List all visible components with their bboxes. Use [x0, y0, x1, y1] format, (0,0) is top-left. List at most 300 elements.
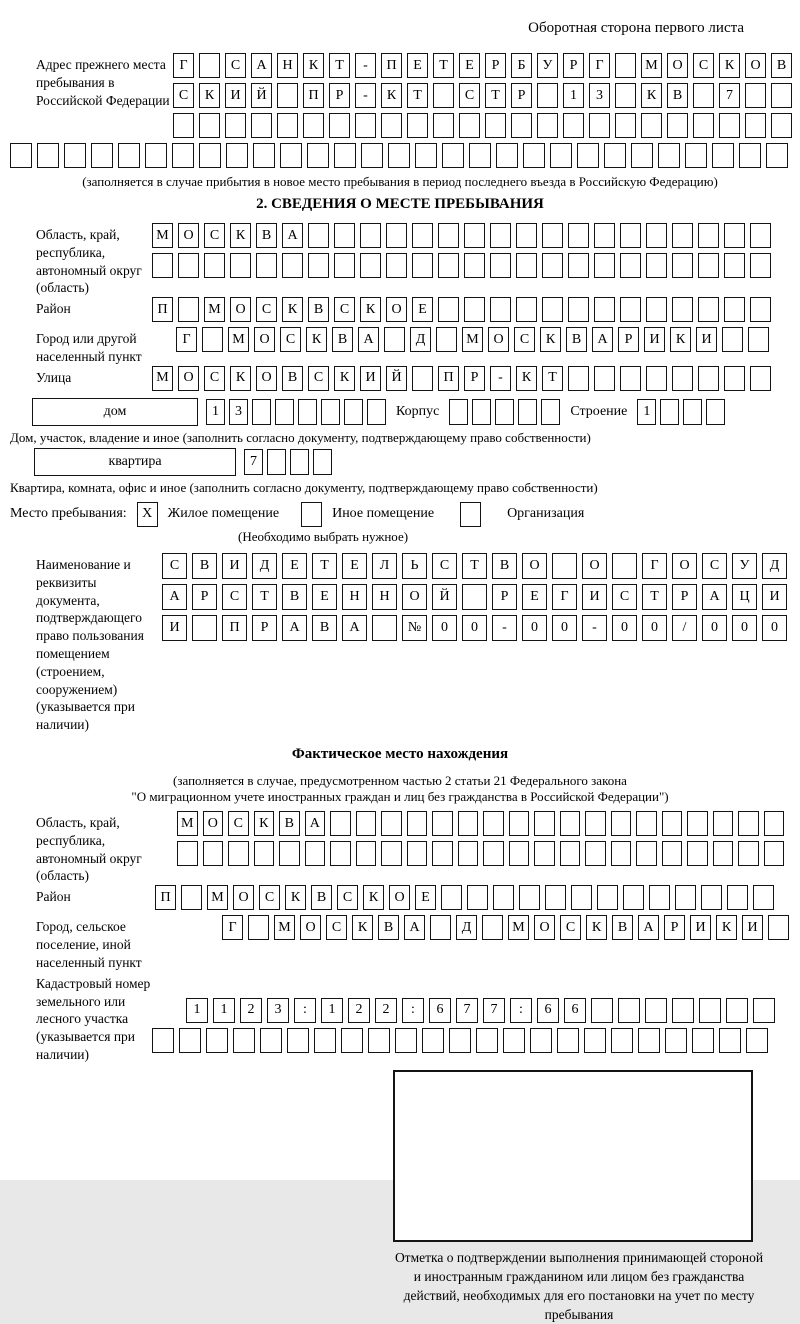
- char-box[interactable]: [449, 1028, 471, 1053]
- char-box[interactable]: [181, 885, 202, 910]
- char-box[interactable]: [545, 885, 566, 910]
- char-box[interactable]: Т: [462, 553, 487, 579]
- char-box[interactable]: О: [233, 885, 254, 910]
- char-box[interactable]: [412, 366, 433, 391]
- char-box[interactable]: -: [490, 366, 511, 391]
- char-box[interactable]: [177, 841, 198, 866]
- char-box[interactable]: О: [254, 327, 275, 352]
- char-box[interactable]: [631, 143, 653, 168]
- char-box[interactable]: [202, 327, 223, 352]
- char-box[interactable]: [509, 811, 530, 836]
- char-box[interactable]: [597, 885, 618, 910]
- char-box[interactable]: [493, 885, 514, 910]
- char-box[interactable]: 6: [564, 998, 586, 1023]
- char-box[interactable]: 0: [462, 615, 487, 641]
- char-box[interactable]: К: [303, 53, 324, 78]
- char-box[interactable]: К: [540, 327, 561, 352]
- char-box[interactable]: И: [225, 83, 246, 108]
- char-box[interactable]: [584, 1028, 606, 1053]
- char-box[interactable]: [750, 253, 771, 278]
- char-box[interactable]: 2: [348, 998, 370, 1023]
- char-box[interactable]: О: [300, 915, 321, 940]
- char-box[interactable]: [381, 811, 402, 836]
- char-box[interactable]: П: [381, 53, 402, 78]
- char-box[interactable]: [649, 885, 670, 910]
- char-box[interactable]: 1: [206, 399, 225, 425]
- char-box[interactable]: 1: [563, 83, 584, 108]
- char-box[interactable]: С: [560, 915, 581, 940]
- char-box[interactable]: М: [152, 223, 173, 248]
- char-box[interactable]: [571, 885, 592, 910]
- char-box[interactable]: [225, 113, 246, 138]
- char-box[interactable]: М: [462, 327, 483, 352]
- char-box[interactable]: [509, 841, 530, 866]
- char-box[interactable]: В: [282, 584, 307, 610]
- char-box[interactable]: [706, 399, 725, 425]
- char-box[interactable]: [672, 366, 693, 391]
- char-box[interactable]: К: [716, 915, 737, 940]
- char-box[interactable]: Т: [252, 584, 277, 610]
- char-box[interactable]: О: [582, 553, 607, 579]
- char-box[interactable]: Т: [485, 83, 506, 108]
- char-box[interactable]: И: [696, 327, 717, 352]
- char-box[interactable]: [199, 143, 221, 168]
- char-box[interactable]: С: [222, 584, 247, 610]
- char-box[interactable]: О: [389, 885, 410, 910]
- char-box[interactable]: [503, 1028, 525, 1053]
- char-box[interactable]: [422, 1028, 444, 1053]
- char-box[interactable]: [604, 143, 626, 168]
- char-box[interactable]: [724, 366, 745, 391]
- char-box[interactable]: 0: [522, 615, 547, 641]
- char-box[interactable]: Г: [176, 327, 197, 352]
- char-box[interactable]: К: [285, 885, 306, 910]
- char-box[interactable]: [173, 113, 194, 138]
- char-box[interactable]: [490, 223, 511, 248]
- char-box[interactable]: 3: [229, 399, 248, 425]
- char-box[interactable]: [560, 841, 581, 866]
- char-box[interactable]: -: [582, 615, 607, 641]
- char-box[interactable]: [550, 143, 572, 168]
- char-box[interactable]: В: [771, 53, 792, 78]
- char-box[interactable]: С: [432, 553, 457, 579]
- char-box[interactable]: [415, 143, 437, 168]
- char-box[interactable]: [516, 297, 537, 322]
- char-box[interactable]: [611, 1028, 633, 1053]
- char-box[interactable]: У: [732, 553, 757, 579]
- char-box[interactable]: А: [404, 915, 425, 940]
- char-box[interactable]: [552, 553, 577, 579]
- char-box[interactable]: [360, 253, 381, 278]
- char-box[interactable]: 1: [213, 998, 235, 1023]
- char-box[interactable]: А: [702, 584, 727, 610]
- char-box[interactable]: [449, 399, 468, 425]
- char-box[interactable]: [472, 399, 491, 425]
- char-box[interactable]: К: [230, 366, 251, 391]
- char-box[interactable]: [612, 553, 637, 579]
- char-box[interactable]: Р: [464, 366, 485, 391]
- char-box[interactable]: 0: [762, 615, 787, 641]
- char-box[interactable]: [618, 998, 640, 1023]
- char-box[interactable]: К: [670, 327, 691, 352]
- char-box[interactable]: [441, 885, 462, 910]
- char-box[interactable]: Т: [407, 83, 428, 108]
- char-box[interactable]: [641, 113, 662, 138]
- char-box[interactable]: [636, 811, 657, 836]
- char-box[interactable]: [330, 841, 351, 866]
- char-box[interactable]: [267, 449, 286, 475]
- char-box[interactable]: К: [363, 885, 384, 910]
- char-box[interactable]: [152, 1028, 174, 1053]
- char-box[interactable]: С: [173, 83, 194, 108]
- char-box[interactable]: С: [308, 366, 329, 391]
- char-box[interactable]: [290, 449, 309, 475]
- char-box[interactable]: Д: [410, 327, 431, 352]
- char-box[interactable]: С: [334, 297, 355, 322]
- char-box[interactable]: [615, 53, 636, 78]
- char-box[interactable]: [496, 143, 518, 168]
- char-box[interactable]: [646, 253, 667, 278]
- char-box[interactable]: Р: [511, 83, 532, 108]
- char-box[interactable]: [568, 297, 589, 322]
- char-box[interactable]: В: [308, 297, 329, 322]
- char-box[interactable]: [568, 253, 589, 278]
- char-box[interactable]: [672, 253, 693, 278]
- char-box[interactable]: [37, 143, 59, 168]
- char-box[interactable]: [750, 366, 771, 391]
- char-box[interactable]: 1: [186, 998, 208, 1023]
- char-box[interactable]: К: [254, 811, 275, 836]
- char-box[interactable]: [203, 841, 224, 866]
- char-box[interactable]: А: [282, 615, 307, 641]
- char-box[interactable]: [724, 223, 745, 248]
- char-box[interactable]: Ь: [402, 553, 427, 579]
- char-box[interactable]: Г: [589, 53, 610, 78]
- char-box[interactable]: [687, 841, 708, 866]
- char-box[interactable]: О: [178, 366, 199, 391]
- char-box[interactable]: Й: [432, 584, 457, 610]
- char-box[interactable]: Н: [277, 53, 298, 78]
- char-box[interactable]: [282, 253, 303, 278]
- char-box[interactable]: Т: [642, 584, 667, 610]
- char-box[interactable]: [321, 399, 340, 425]
- char-box[interactable]: 0: [612, 615, 637, 641]
- char-box[interactable]: А: [342, 615, 367, 641]
- char-box[interactable]: А: [162, 584, 187, 610]
- char-box[interactable]: С: [280, 327, 301, 352]
- char-box[interactable]: [260, 1028, 282, 1053]
- char-box[interactable]: -: [355, 53, 376, 78]
- char-box[interactable]: [145, 143, 167, 168]
- char-box[interactable]: Й: [251, 83, 272, 108]
- char-box[interactable]: 1: [321, 998, 343, 1023]
- char-box[interactable]: [753, 885, 774, 910]
- char-box[interactable]: [344, 399, 363, 425]
- char-box[interactable]: [433, 83, 454, 108]
- char-box[interactable]: [660, 399, 679, 425]
- char-box[interactable]: [542, 223, 563, 248]
- char-box[interactable]: [381, 113, 402, 138]
- char-box[interactable]: [356, 811, 377, 836]
- char-box[interactable]: [430, 915, 451, 940]
- char-box[interactable]: [636, 841, 657, 866]
- char-box[interactable]: [355, 113, 376, 138]
- char-box[interactable]: В: [282, 366, 303, 391]
- char-box[interactable]: П: [222, 615, 247, 641]
- char-box[interactable]: С: [702, 553, 727, 579]
- char-box[interactable]: В: [312, 615, 337, 641]
- char-box[interactable]: [662, 811, 683, 836]
- char-box[interactable]: [384, 327, 405, 352]
- char-box[interactable]: [226, 143, 248, 168]
- char-box[interactable]: В: [612, 915, 633, 940]
- char-box[interactable]: 0: [702, 615, 727, 641]
- char-box[interactable]: [746, 1028, 768, 1053]
- char-box[interactable]: [178, 253, 199, 278]
- char-box[interactable]: [594, 223, 615, 248]
- char-box[interactable]: О: [256, 366, 277, 391]
- char-box[interactable]: 6: [429, 998, 451, 1023]
- char-box[interactable]: В: [566, 327, 587, 352]
- char-box[interactable]: О: [178, 223, 199, 248]
- char-box[interactable]: [585, 841, 606, 866]
- char-box[interactable]: [662, 841, 683, 866]
- char-box[interactable]: Г: [222, 915, 243, 940]
- char-box[interactable]: [308, 223, 329, 248]
- char-box[interactable]: [739, 143, 761, 168]
- char-box[interactable]: [698, 253, 719, 278]
- char-box[interactable]: Р: [664, 915, 685, 940]
- char-box[interactable]: Е: [312, 584, 337, 610]
- char-box[interactable]: М: [228, 327, 249, 352]
- char-box[interactable]: В: [256, 223, 277, 248]
- char-box[interactable]: Т: [542, 366, 563, 391]
- char-box[interactable]: [469, 143, 491, 168]
- char-box[interactable]: С: [162, 553, 187, 579]
- char-box[interactable]: [495, 399, 514, 425]
- char-box[interactable]: [764, 841, 785, 866]
- char-box[interactable]: К: [306, 327, 327, 352]
- char-box[interactable]: А: [638, 915, 659, 940]
- char-box[interactable]: С: [259, 885, 280, 910]
- house-type-box[interactable]: дом: [32, 398, 198, 426]
- char-box[interactable]: [750, 297, 771, 322]
- char-box[interactable]: [646, 366, 667, 391]
- char-box[interactable]: -: [355, 83, 376, 108]
- char-box[interactable]: [329, 113, 350, 138]
- char-box[interactable]: [334, 143, 356, 168]
- char-box[interactable]: [645, 998, 667, 1023]
- char-box[interactable]: [356, 841, 377, 866]
- char-box[interactable]: К: [360, 297, 381, 322]
- char-box[interactable]: И: [762, 584, 787, 610]
- char-box[interactable]: [687, 811, 708, 836]
- char-box[interactable]: [438, 253, 459, 278]
- char-box[interactable]: К: [516, 366, 537, 391]
- char-box[interactable]: [766, 143, 788, 168]
- char-box[interactable]: О: [203, 811, 224, 836]
- char-box[interactable]: [563, 113, 584, 138]
- char-box[interactable]: [438, 223, 459, 248]
- char-box[interactable]: [118, 143, 140, 168]
- char-box[interactable]: [277, 83, 298, 108]
- char-box[interactable]: [313, 449, 332, 475]
- char-box[interactable]: П: [303, 83, 324, 108]
- char-box[interactable]: 7: [456, 998, 478, 1023]
- char-box[interactable]: :: [510, 998, 532, 1023]
- char-box[interactable]: [334, 253, 355, 278]
- char-box[interactable]: [64, 143, 86, 168]
- char-box[interactable]: О: [488, 327, 509, 352]
- char-box[interactable]: Р: [192, 584, 217, 610]
- char-box[interactable]: [395, 1028, 417, 1053]
- char-box[interactable]: [483, 841, 504, 866]
- char-box[interactable]: [230, 253, 251, 278]
- char-box[interactable]: [594, 297, 615, 322]
- char-box[interactable]: [683, 399, 702, 425]
- char-box[interactable]: В: [279, 811, 300, 836]
- char-box[interactable]: В: [311, 885, 332, 910]
- char-box[interactable]: [698, 297, 719, 322]
- char-box[interactable]: 0: [552, 615, 577, 641]
- char-box[interactable]: И: [690, 915, 711, 940]
- char-box[interactable]: [482, 915, 503, 940]
- char-box[interactable]: [464, 297, 485, 322]
- char-box[interactable]: [724, 253, 745, 278]
- char-box[interactable]: И: [360, 366, 381, 391]
- char-box[interactable]: [199, 113, 220, 138]
- char-box[interactable]: 1: [637, 399, 656, 425]
- char-box[interactable]: Д: [252, 553, 277, 579]
- char-box[interactable]: [726, 998, 748, 1023]
- char-box[interactable]: П: [438, 366, 459, 391]
- char-box[interactable]: [483, 811, 504, 836]
- char-box[interactable]: [334, 223, 355, 248]
- char-box[interactable]: [228, 841, 249, 866]
- char-box[interactable]: [10, 143, 32, 168]
- char-box[interactable]: [459, 113, 480, 138]
- char-box[interactable]: Г: [173, 53, 194, 78]
- char-box[interactable]: -: [492, 615, 517, 641]
- char-box[interactable]: [476, 1028, 498, 1053]
- char-box[interactable]: :: [294, 998, 316, 1023]
- char-box[interactable]: [511, 113, 532, 138]
- char-box[interactable]: 7: [244, 449, 263, 475]
- char-box[interactable]: [753, 998, 775, 1023]
- char-box[interactable]: В: [667, 83, 688, 108]
- char-box[interactable]: А: [282, 223, 303, 248]
- char-box[interactable]: [615, 113, 636, 138]
- char-box[interactable]: С: [459, 83, 480, 108]
- char-box[interactable]: К: [719, 53, 740, 78]
- char-box[interactable]: [305, 841, 326, 866]
- char-box[interactable]: [178, 297, 199, 322]
- char-box[interactable]: [693, 83, 714, 108]
- char-box[interactable]: [275, 399, 294, 425]
- char-box[interactable]: [738, 811, 759, 836]
- char-box[interactable]: [537, 113, 558, 138]
- char-box[interactable]: [248, 915, 269, 940]
- char-box[interactable]: К: [199, 83, 220, 108]
- char-box[interactable]: [745, 83, 766, 108]
- char-box[interactable]: 2: [240, 998, 262, 1023]
- char-box[interactable]: [771, 113, 792, 138]
- char-box[interactable]: О: [745, 53, 766, 78]
- char-box[interactable]: [277, 113, 298, 138]
- char-box[interactable]: [745, 113, 766, 138]
- char-box[interactable]: 0: [732, 615, 757, 641]
- char-box[interactable]: [436, 327, 457, 352]
- char-box[interactable]: [298, 399, 317, 425]
- char-box[interactable]: Г: [552, 584, 577, 610]
- char-box[interactable]: [458, 811, 479, 836]
- char-box[interactable]: [516, 223, 537, 248]
- char-box[interactable]: [620, 253, 641, 278]
- char-box[interactable]: И: [644, 327, 665, 352]
- char-box[interactable]: [764, 811, 785, 836]
- checkbox-other-premises[interactable]: [301, 502, 322, 527]
- char-box[interactable]: [412, 253, 433, 278]
- char-box[interactable]: Е: [412, 297, 433, 322]
- char-box[interactable]: [594, 366, 615, 391]
- char-box[interactable]: [464, 253, 485, 278]
- char-box[interactable]: [591, 998, 613, 1023]
- char-box[interactable]: [611, 841, 632, 866]
- char-box[interactable]: О: [667, 53, 688, 78]
- char-box[interactable]: [314, 1028, 336, 1053]
- char-box[interactable]: К: [282, 297, 303, 322]
- char-box[interactable]: М: [204, 297, 225, 322]
- checkbox-residential[interactable]: X: [137, 502, 158, 527]
- char-box[interactable]: [577, 143, 599, 168]
- char-box[interactable]: К: [586, 915, 607, 940]
- char-box[interactable]: И: [162, 615, 187, 641]
- char-box[interactable]: Р: [618, 327, 639, 352]
- char-box[interactable]: 2: [375, 998, 397, 1023]
- char-box[interactable]: [432, 811, 453, 836]
- char-box[interactable]: [308, 253, 329, 278]
- char-box[interactable]: [199, 53, 220, 78]
- char-box[interactable]: :: [402, 998, 424, 1023]
- char-box[interactable]: [724, 297, 745, 322]
- char-box[interactable]: Т: [433, 53, 454, 78]
- char-box[interactable]: [256, 253, 277, 278]
- char-box[interactable]: [620, 223, 641, 248]
- char-box[interactable]: [658, 143, 680, 168]
- char-box[interactable]: К: [381, 83, 402, 108]
- char-box[interactable]: 0: [432, 615, 457, 641]
- char-box[interactable]: [719, 1028, 741, 1053]
- char-box[interactable]: С: [225, 53, 246, 78]
- char-box[interactable]: [615, 83, 636, 108]
- char-box[interactable]: К: [352, 915, 373, 940]
- char-box[interactable]: [534, 841, 555, 866]
- char-box[interactable]: №: [402, 615, 427, 641]
- char-box[interactable]: С: [337, 885, 358, 910]
- char-box[interactable]: [722, 327, 743, 352]
- char-box[interactable]: А: [305, 811, 326, 836]
- char-box[interactable]: Е: [415, 885, 436, 910]
- char-box[interactable]: В: [378, 915, 399, 940]
- char-box[interactable]: Д: [456, 915, 477, 940]
- char-box[interactable]: О: [230, 297, 251, 322]
- char-box[interactable]: [534, 811, 555, 836]
- char-box[interactable]: [738, 841, 759, 866]
- char-box[interactable]: [768, 915, 789, 940]
- char-box[interactable]: [620, 297, 641, 322]
- char-box[interactable]: А: [358, 327, 379, 352]
- char-box[interactable]: [557, 1028, 579, 1053]
